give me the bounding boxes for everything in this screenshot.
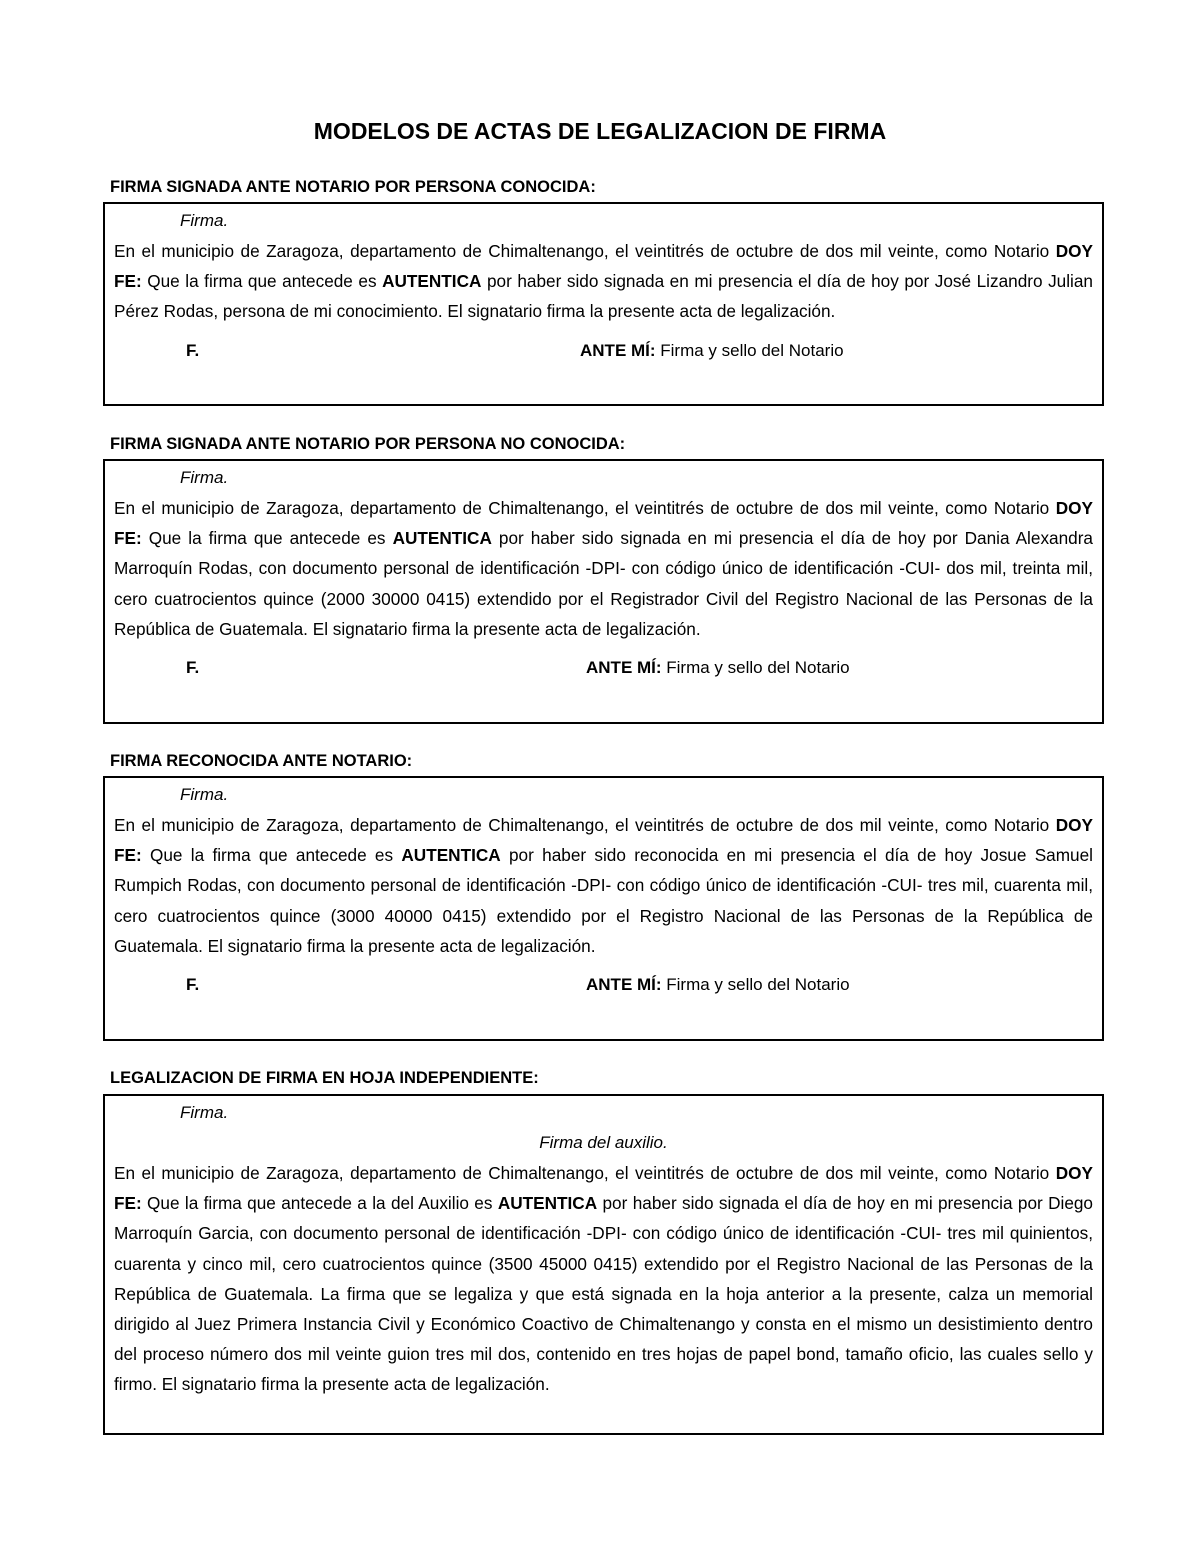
acta-box-firma-reconocida	[103, 776, 1104, 1041]
section-heading-persona-conocida: FIRMA SIGNADA ANTE NOTARIO POR PERSONA CONOCIDA:	[110, 178, 596, 196]
page-title: MODELOS DE ACTAS DE LEGALIZACION DE FIRMA	[313, 118, 887, 144]
acta-text: En el municipio de Zaragoza, departamento de Chimaltenango, el veintitrés de octubre de dos mil veinte, como Notario DOY FE: Que la firma que antecede a la del Auxilio es AUTENTICA por haber sido signada el día de hoy en mi presencia por Diego Marroquín Garcia, con documento personal de identificación -DPI- con código único de identificación -CUI- tres mil quinientos, cuarenta y cinco mil, cero cuatrocientos quince (3500 45000 0415) extendido por el Registro Nacional de las Personas de la República de Guatemala. La firma que se legaliza y que está signada en la hoja anterior a la presente, calza un memorial dirigido al Juez Primera Instancia Civil y Económico Coactivo de Chimaltenango y consta en el mismo un desistimiento dentro del proceso número dos mil veinte guion tres mil dos, contenido en tres hojas de papel bond, tamaño oficio, las cuales sello y firmo. El signatario firma la presente acta de legalización.	[114, 1163, 1093, 1395]
firma-placeholder: Firma.	[180, 1103, 229, 1122]
signature-f: F.	[186, 658, 200, 678]
section-heading-persona-no-conocida: FIRMA SIGNADA ANTE NOTARIO POR PERSONA NO CONOCIDA:	[110, 435, 626, 453]
firma-placeholder: Firma.	[180, 211, 229, 230]
doy-fe: DOY FE:	[114, 241, 1093, 292]
ante-mi-notario: ANTE MÍ: Firma y sello del Notario	[580, 340, 844, 360]
firma-auxilio-placeholder: Firma del auxilio.	[539, 1133, 668, 1152]
acta-box-persona-conocida	[103, 202, 1104, 406]
firma-placeholder: Firma.	[180, 468, 229, 487]
acta-box-persona-no-conocida	[103, 459, 1104, 724]
firma-placeholder: Firma.	[180, 785, 229, 804]
acta-text: En el municipio de Zaragoza, departamento de Chimaltenango, el veintitrés de octubre de dos mil veinte, como Notario DOY FE: Que la firma que antecede es AUTENTICA por haber sido reconocida en mi presencia el día de hoy Josue Samuel Rumpich Rodas, con documento personal de identificación -DPI- con código único de identificación -CUI- tres mil, cuarenta mil, cero cuatrocientos quince (3000 40000 0415) extendido por el Registro Nacional de las Personas de la República de Guatemala. El signatario firma la presente acta de legalización.	[114, 815, 1093, 956]
signature-row	[114, 654, 1093, 684]
autentica: AUTENTICA	[392, 528, 492, 549]
autentica: AUTENTICA	[497, 1193, 598, 1214]
signature-f: F.	[186, 975, 200, 995]
signature-row	[114, 337, 1093, 367]
section-heading-hoja-independiente: LEGALIZACION DE FIRMA EN HOJA INDEPENDIENTE:	[110, 1069, 539, 1087]
signature-f: F.	[186, 340, 200, 360]
doy-fe: DOY FE:	[114, 815, 1093, 866]
signature-row	[114, 971, 1093, 1001]
ante-mi-notario: ANTE MÍ: Firma y sello del Notario	[586, 975, 850, 995]
doy-fe: DOY FE:	[114, 498, 1093, 549]
autentica: AUTENTICA	[382, 271, 482, 292]
doy-fe: DOY FE:	[114, 1163, 1093, 1214]
ante-mi-notario: ANTE MÍ: Firma y sello del Notario	[586, 658, 850, 678]
acta-text: En el municipio de Zaragoza, departamento de Chimaltenango, el veintitrés de octubre de dos mil veinte, como Notario DOY FE: Que la firma que antecede es AUTENTICA por haber sido signada en mi presencia el día de hoy por José Lizandro Julian Pérez Rodas, persona de mi conocimiento. El signatario firma la presente acta de legalización.	[114, 241, 1093, 322]
section-heading-firma-reconocida: FIRMA RECONOCIDA ANTE NOTARIO:	[110, 752, 413, 770]
autentica: AUTENTICA	[401, 845, 501, 866]
acta-box-hoja-independiente	[103, 1094, 1104, 1435]
acta-text: En el municipio de Zaragoza, departamento de Chimaltenango, el veintitrés de octubre de dos mil veinte, como Notario DOY FE: Que la firma que antecede es AUTENTICA por haber sido signada en mi presencia el día de hoy por Dania Alexandra Marroquín Rodas, con documento personal de identificación -DPI- con código único de identificación -CUI- dos mil, treinta mil, cero cuatrocientos quince (2000 30000 0415) extendido por el Registrador Civil del Registro Nacional de las Personas de la República de Guatemala. El signatario firma la presente acta de legalización.	[114, 498, 1093, 639]
